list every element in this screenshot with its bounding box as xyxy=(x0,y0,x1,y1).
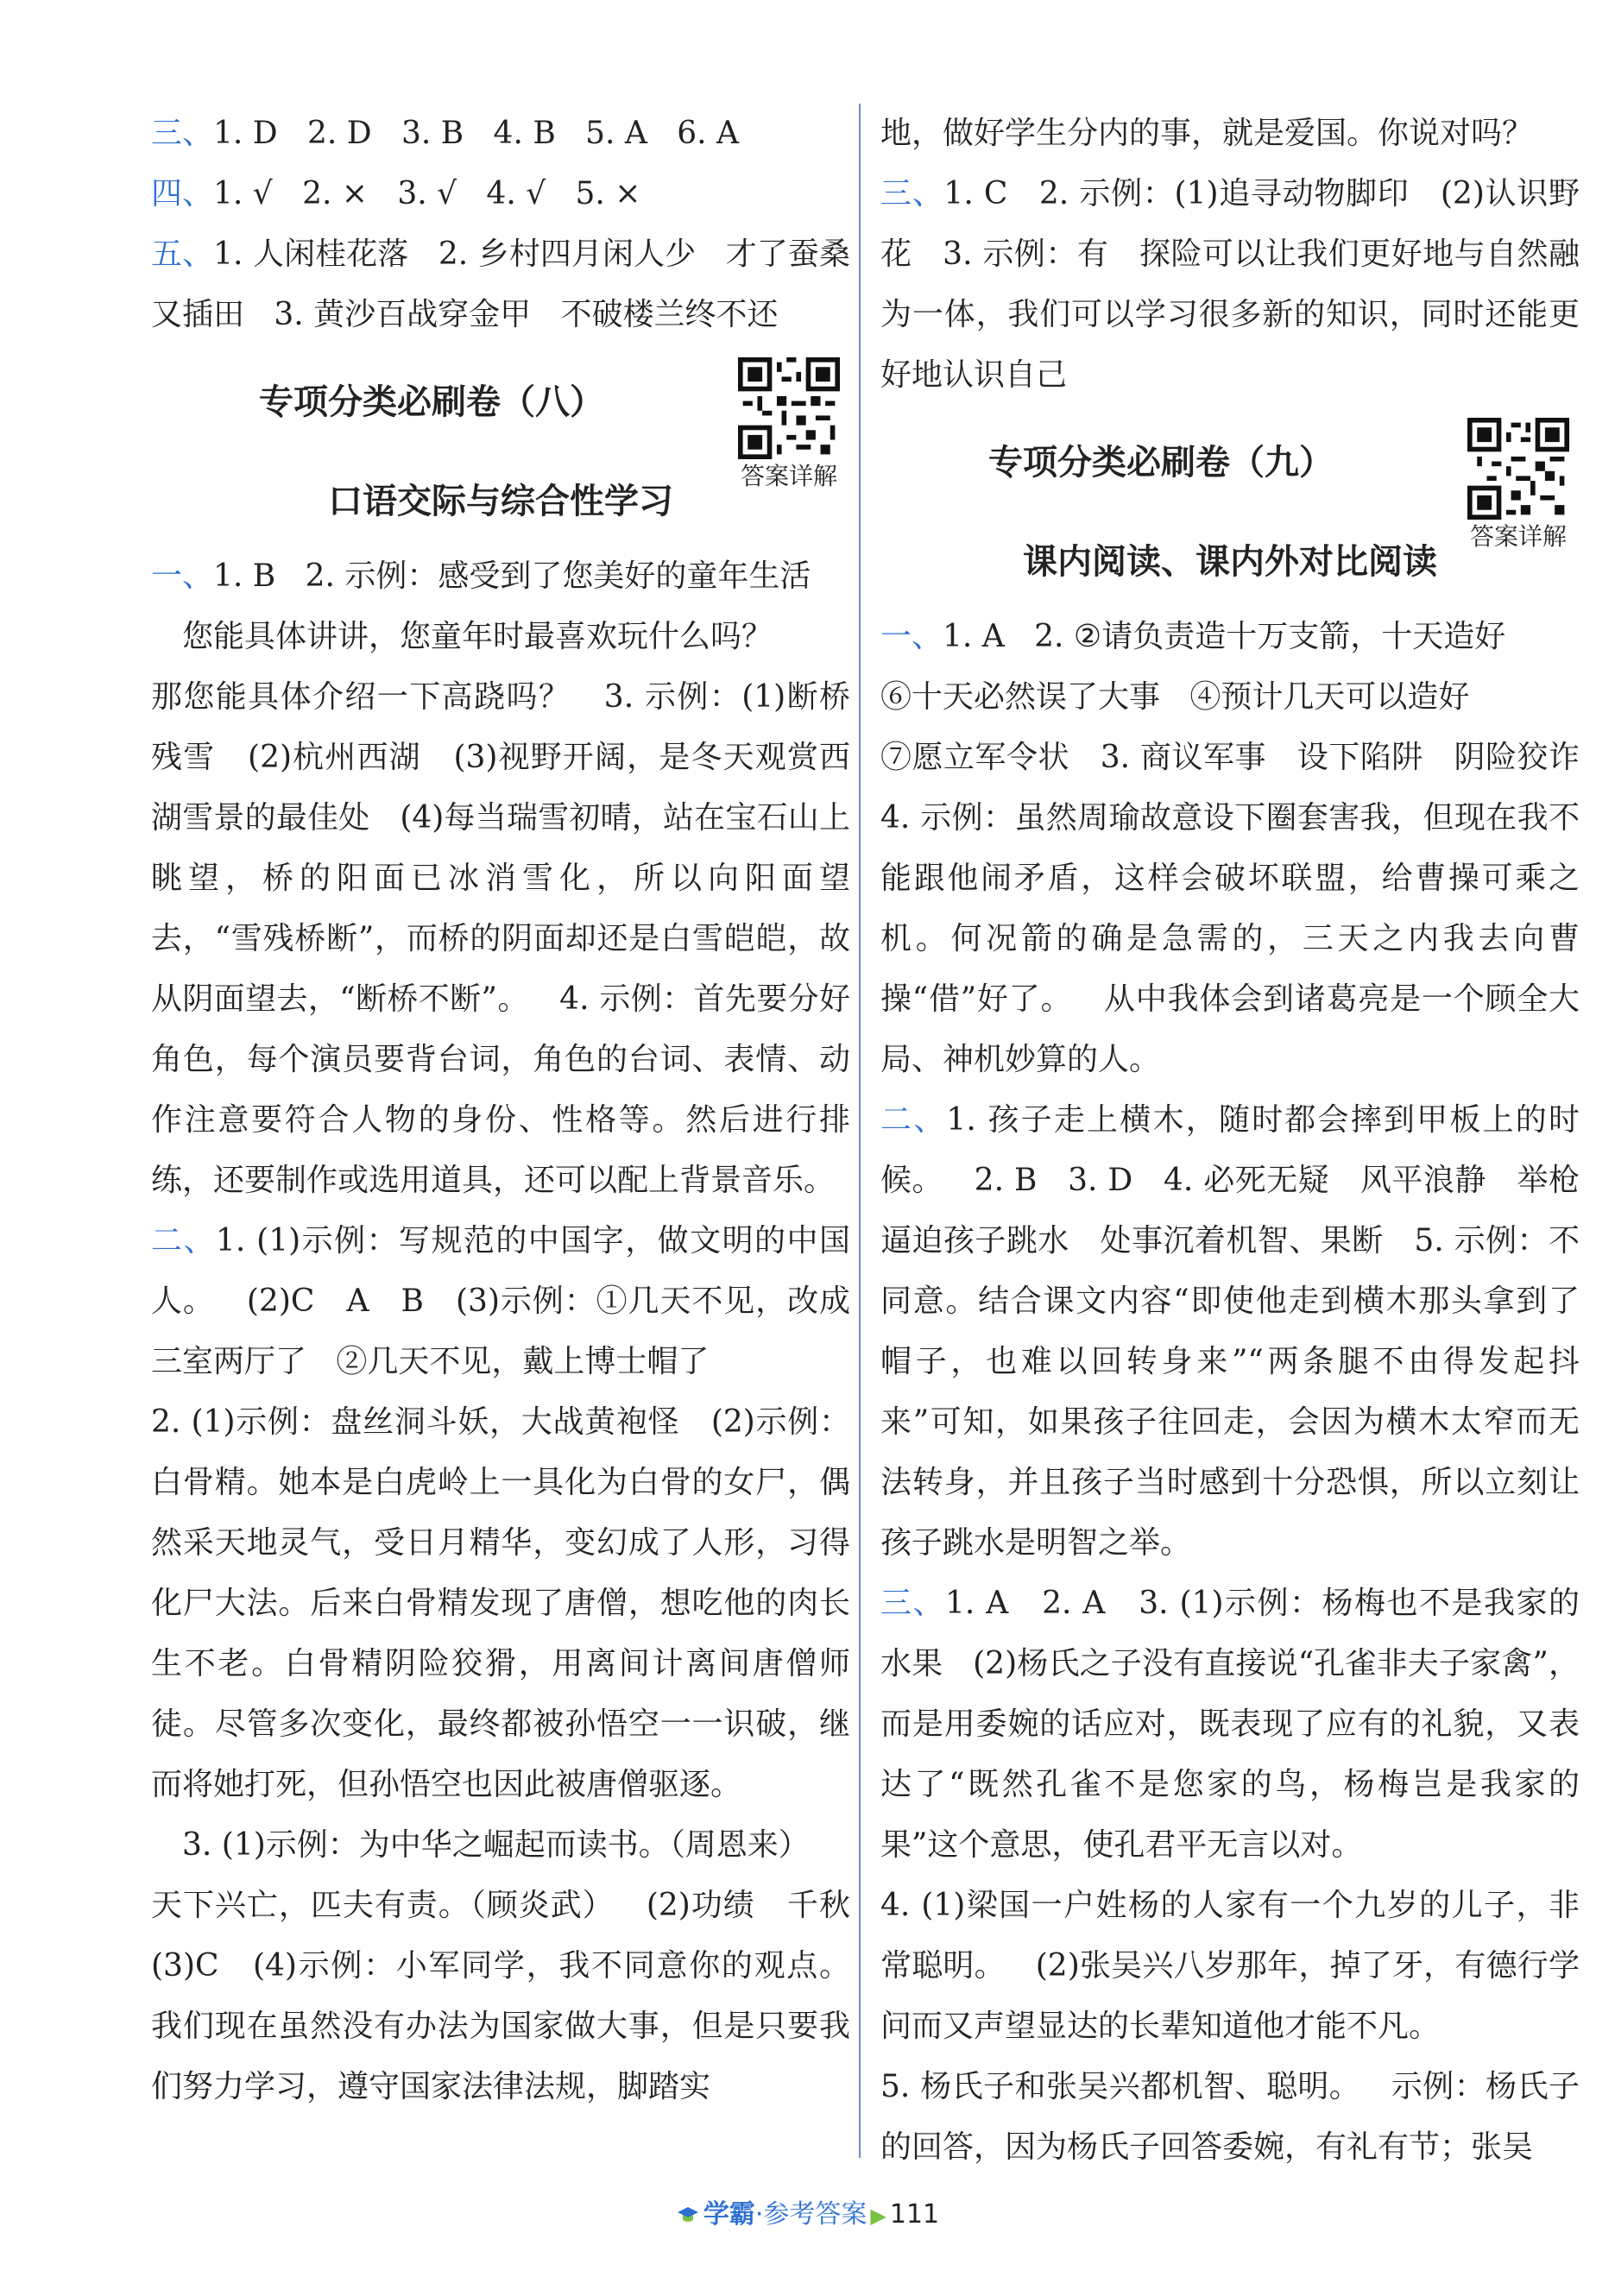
answer-text: 2. (1)示例：盘丝洞斗妖，大战黄袍怪 (2)示例：白骨精。她本是白虎岭上一具化为白骨的女尸，偶然采天地灵气，受日月精华，变幻成了人形，习得化尸大法。后来白骨精发现了唐僧，想吃他的肉长生不老。白骨精阴险狡猾，用离间计离间唐僧师徒。尽管多次变化，最终都被孙悟空一一识破，继而将她打死，但孙悟空也因此被唐僧驱逐。 xyxy=(151,1404,850,1802)
question-3-top xyxy=(880,164,1580,406)
answer-text: 1. 人闲桂花落 2. 乡村四月闲人少 才了蚕桑又插田 3. 黄沙百战穿金甲 不破楼兰终不还 xyxy=(151,237,850,332)
answer-line-si xyxy=(151,164,850,224)
answer-text: 天下兴亡，匹夫有责。（顾炎武） (2)功绩 千秋 (3)C (4)示例：小军同学，我不同意你的观点。我们现在虽然没有办法为国家做大事，但是只要我们努力学习，遵守国家法律法规，脚踏实 xyxy=(151,1888,880,2104)
question-2 xyxy=(151,1211,850,1392)
qr-caption: 答案详解 xyxy=(740,462,837,490)
answer-text: 5. 杨氏子和张吴兴都机智、聪明。 示例：杨氏子的回答，因为杨氏子回答委婉，有礼有节；张吴 xyxy=(880,2069,1580,2165)
answer-text: ⑥十天必然误了大事 ④预计几天可以造好 xyxy=(880,679,1470,715)
answer-text: 1. C 2. 示例：(1)追寻动物脚印 (2)认识野花 3. 示例：有 探险可以让我们更好地与自然融为一体，我们可以学习很多新的知识，同时还能更好地认识自己 xyxy=(880,176,1580,393)
section-header-9 xyxy=(880,418,1580,603)
answer-text: 地，做好学生分内的事，就是爱国。你说对吗？ xyxy=(880,116,1534,151)
answer-text: ⑦愿立军令状 3. 商议军事 设下陷阱 阴险狡诈 4. 示例：虽然周瑜故意设下圈套害我，但现在我不能跟他闹矛盾，这样会破坏联盟，给曹操可乘之机。何况箭的确是急需的，三天之内我去向曹操“借”好了。 从中我体会到诸葛亮是一个顾全大局、神机妙算的人。 xyxy=(880,740,1610,1077)
answer-text: 1. D 2. D 3. B 4. B 5. A 6. A xyxy=(213,116,740,151)
answer-text: 1. (1)示例：写规范的中国字，做文明的中国人。 (2)C A B (3)示例：①几天不见，改成三室两厅了 ②几天不见，戴上博士帽了 xyxy=(151,1223,850,1379)
section-label: 二、 xyxy=(151,1223,216,1258)
question-1 xyxy=(880,607,1580,667)
answer-line-wu xyxy=(151,224,850,345)
answer-line-san xyxy=(151,104,850,164)
section-subtitle: 口语交际与综合性学习 xyxy=(328,482,673,521)
answer-text: 1. √ 2. × 3. √ 4. √ 5. × xyxy=(213,176,641,211)
question-3 xyxy=(880,1574,1580,1876)
answer-text: 1. B 2. 示例：感受到了您美好的童年生活 xyxy=(213,558,811,594)
page-number: 111 xyxy=(889,2199,940,2230)
qr-caption: 答案详解 xyxy=(1469,522,1567,551)
footer-brand: 学霸 xyxy=(703,2199,755,2230)
section-title: 专项分类必刷卷（九） xyxy=(988,443,1334,483)
answer-text: 您能具体讲讲，您童年时最喜欢玩什么吗？ xyxy=(182,619,773,654)
section-label: 一、 xyxy=(151,558,214,594)
footer-label: 参考答案 xyxy=(763,2199,867,2230)
section-label: 三、 xyxy=(151,116,214,151)
section-label: 一、 xyxy=(880,619,943,654)
question-2 xyxy=(880,1090,1580,1574)
qr-code[interactable] xyxy=(738,357,840,459)
section-label: 二、 xyxy=(880,1102,947,1138)
answer-text: 1. A 2. A 3. (1)示例：杨梅也不是我家的水果 (2)杨氏之子没有直接说“孔雀非夫子家禽”，而是用委婉的话应对，既表现了应有的礼貌，又表达了“既然孔雀不是您家的鸟，杨梅岂是我家的果”这个意思，使孔君平无言以对。 xyxy=(880,1586,1580,1863)
graduation-cap-icon xyxy=(676,2205,700,2224)
qr-code-icon xyxy=(1467,418,1569,520)
section-label: 三、 xyxy=(880,176,944,211)
answer-text: 3. (1)示例：为中华之崛起而读书。（周恩来） xyxy=(182,1827,810,1863)
page-footer xyxy=(0,2192,1615,2230)
answer-text: 1. A 2. ②请负责造十万支箭，十天造好 xyxy=(943,619,1506,654)
arrow-right-icon: ▶ xyxy=(870,2204,886,2228)
qr-code-icon xyxy=(738,357,840,459)
left-column xyxy=(151,104,880,2117)
right-column xyxy=(880,104,1610,2178)
section-label: 四、 xyxy=(151,176,214,211)
answer-text: 那您能具体介绍一下高跷吗？ 3. 示例：(1)断桥残雪 (2)杭州西湖 (3)视野开阔，是冬天观赏西湖雪景的最佳处 (4)每当瑞雪初晴，站在宝石山上眺望，桥的阳面已冰消雪化，所以向阳面望去，“雪残桥断”，而桥的阴面却还是白雪皑皑，故从阴面望去，“断桥不断”。 4. 示例：首先要分好角色，每个演员要背台词，角色的台词、表情、动作注意要符合人物的身份、性格等。然后进行排练，还要制作或选用道具，还可以配上背景音乐。 xyxy=(151,679,850,1198)
column-divider xyxy=(859,104,861,2158)
section-subtitle: 课内阅读、课内外对比阅读 xyxy=(1023,542,1437,582)
qr-code[interactable] xyxy=(1467,418,1569,520)
section-header-8 xyxy=(151,357,850,543)
answer-text: 4. (1)梁国一户姓杨的人家有一个九岁的儿子，非常聪明。 (2)张吴兴八岁那年，掉了牙，有德行学问而又声望显达的长辈知道他才能不凡。 xyxy=(880,1888,1580,2044)
section-label: 三、 xyxy=(880,1586,945,1621)
section-label: 五、 xyxy=(151,237,214,272)
answer-text: 1. 孩子走上横木，随时都会摔到甲板上的时候。 2. B 3. D 4. 必死无疑 风平浪静 举枪逼迫孩子跳水 处事沉着机智、果断 5. 示例：不同意。结合课文内容“即使他走到横木那头拿到了帽子，也难以回转身来”“两条腿不由得发起抖来”可知，如果孩子往回走，会因为横木太窄而无法转身，并且孩子当时感到十分恐惧，所以立刻让孩子跳水是明智之举。 xyxy=(880,1102,1580,1561)
section-title: 专项分类必刷卷（八） xyxy=(259,382,604,422)
question-1 xyxy=(151,546,850,607)
footer-separator: · xyxy=(754,2199,764,2230)
